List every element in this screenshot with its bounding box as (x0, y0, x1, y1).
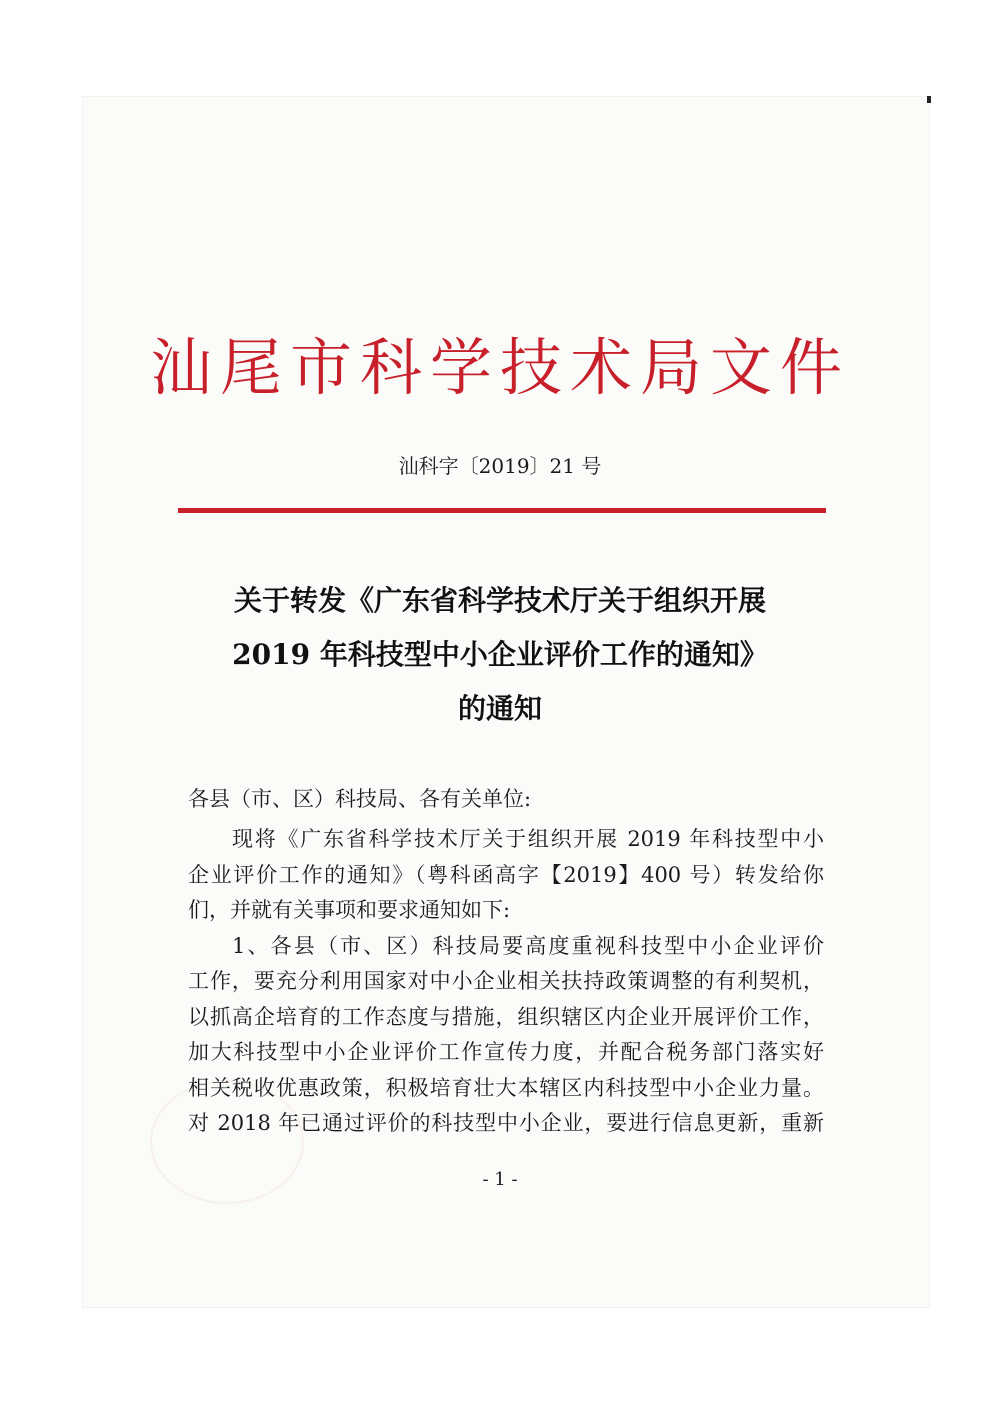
salutation: 各县（市、区）科技局、各有关单位: (188, 787, 532, 811)
body-line: 相关税收优惠政策，积极培育壮大本辖区内科技型中小企业力量。 (188, 1075, 824, 1100)
document-title (130, 574, 870, 736)
document-number: 汕科字〔2019〕21 号 (398, 454, 602, 478)
title-line-1: 关于转发《广东省科学技术厅关于组织开展 (233, 584, 766, 617)
body-line: 1、各县（市、区）科技局要高度重视科技型中小企业评价 (232, 933, 824, 958)
body-line: 加大科技型中小企业评价工作宣传力度，并配合税务部门落实好 (188, 1040, 824, 1064)
body-line: 工作，要充分利用国家对中小企业相关扶持政策调整的有利契机， (188, 969, 824, 993)
title-line-2: 2019 年科技型中小企业评价工作的通知》 (232, 638, 768, 671)
body-line: 们，并就有关事项和要求通知如下: (188, 898, 511, 922)
scan-corner-mark (927, 96, 931, 103)
body-line: 企业评价工作的通知》（粤科函高字【2019】400 号）转发给你 (188, 862, 824, 887)
body-line: 对 2018 年已通过评价的科技型中小企业，要进行信息更新，重新 (188, 1111, 824, 1135)
red-separator-line (178, 508, 826, 513)
body-line: 现将《广东省科学技术厅关于组织开展 2019 年科技型中小 (232, 827, 824, 851)
body-text (188, 822, 824, 1142)
title-line-3: 的通知 (457, 692, 542, 725)
body-line: 以抓高企培育的工作态度与措施，组织辖区内企业开展评价工作， (188, 1004, 824, 1029)
page-number: - 1 - (482, 1169, 518, 1190)
issuing-authority-header: 汕尾市科学技术局文件 (149, 331, 850, 404)
